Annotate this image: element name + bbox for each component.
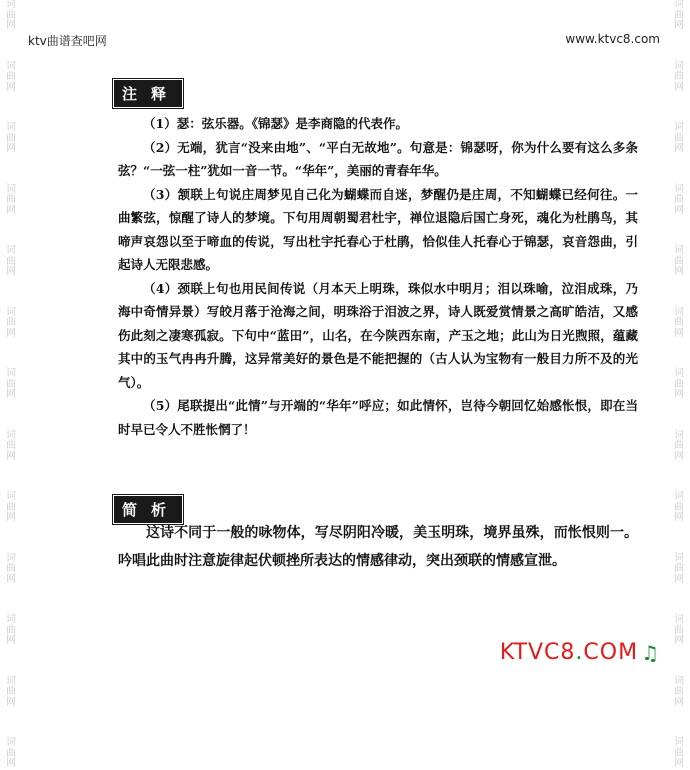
watermark-char: 曲 bbox=[674, 501, 684, 513]
watermark-group bbox=[674, 677, 684, 709]
watermark-char: 曲 bbox=[6, 194, 16, 205]
watermark-char: 曲 bbox=[6, 563, 16, 574]
watermark-group bbox=[6, 246, 16, 278]
watermark-char: 词 bbox=[674, 306, 684, 318]
watermark-group bbox=[6, 431, 16, 463]
watermark-char: 词 bbox=[6, 122, 16, 133]
watermark-group bbox=[674, 185, 684, 217]
watermark-char: 曲 bbox=[674, 132, 684, 144]
watermark-char: 曲 bbox=[674, 9, 684, 21]
watermark-char: 曲 bbox=[674, 194, 684, 205]
watermark-char: 网 bbox=[674, 450, 684, 462]
watermark-char: 网 bbox=[6, 81, 16, 93]
watermark-group bbox=[6, 738, 16, 770]
watermark-group bbox=[6, 123, 16, 155]
watermark-group bbox=[674, 308, 684, 340]
watermark-char: 曲 bbox=[6, 501, 16, 513]
watermark-char: 网 bbox=[674, 573, 684, 585]
watermark-char: 曲 bbox=[6, 9, 16, 21]
watermark-char: 曲 bbox=[6, 440, 16, 451]
watermark-char: 曲 bbox=[674, 71, 684, 82]
watermark-char: 曲 bbox=[674, 686, 684, 697]
watermark-char: 网 bbox=[674, 143, 684, 154]
analysis-body bbox=[118, 520, 638, 575]
watermark-char: 词 bbox=[6, 614, 16, 625]
watermark-char: 曲 bbox=[6, 317, 16, 328]
watermark-char: 曲 bbox=[674, 624, 684, 636]
watermark-char: 词 bbox=[674, 552, 684, 564]
note-paragraph: （2）无端，犹言“没来由地”、“平白无故地”。句意是：锦瑟呀，你为什么要有这么多条弦？“一弦一柱”犹如一音一节。“华年”，美丽的青春年华。 bbox=[118, 139, 638, 178]
watermark-group bbox=[674, 615, 684, 647]
watermark-char: 词 bbox=[674, 0, 684, 10]
watermark-char: 词 bbox=[6, 675, 16, 687]
watermark-char: 网 bbox=[674, 635, 684, 646]
watermark-char: 曲 bbox=[674, 378, 684, 390]
watermark-char: 网 bbox=[6, 512, 16, 523]
left-watermark-strip bbox=[1, 0, 21, 769]
watermark-char: 曲 bbox=[6, 378, 16, 390]
watermark-char: 网 bbox=[6, 696, 16, 708]
watermark-char: 曲 bbox=[6, 132, 16, 144]
note-paragraph: （1）瑟：弦乐器。《锦瑟》是李商隐的代表作。 bbox=[143, 116, 408, 131]
watermark-group bbox=[674, 369, 684, 401]
notes-body bbox=[118, 112, 638, 441]
site-url-label: www.ktvc8.com bbox=[565, 32, 660, 46]
logo-text-ktv: KTV bbox=[499, 640, 545, 665]
analysis-heading: 简析 bbox=[114, 496, 182, 523]
watermark-char: 网 bbox=[674, 696, 684, 708]
watermark-char: 网 bbox=[6, 389, 16, 400]
watermark-group bbox=[674, 431, 684, 463]
logo-text-com: COM bbox=[583, 640, 639, 665]
watermark-char: 词 bbox=[6, 245, 16, 256]
watermark-char: 网 bbox=[6, 266, 16, 277]
watermark-char: 词 bbox=[674, 491, 684, 502]
notes-heading: 注释 bbox=[114, 80, 182, 107]
watermark-group bbox=[6, 677, 16, 709]
watermark-char: 网 bbox=[6, 143, 16, 154]
watermark-char: 曲 bbox=[6, 624, 16, 636]
watermark-char: 词 bbox=[6, 429, 16, 441]
watermark-group bbox=[6, 185, 16, 217]
watermark-char: 词 bbox=[674, 614, 684, 625]
watermark-group bbox=[674, 492, 684, 524]
watermark-char: 曲 bbox=[674, 317, 684, 328]
watermark-char: 曲 bbox=[6, 686, 16, 697]
watermark-group bbox=[674, 62, 684, 94]
footer-logo bbox=[500, 640, 660, 665]
watermark-char: 词 bbox=[6, 183, 16, 195]
watermark-char: 网 bbox=[6, 450, 16, 462]
watermark-char: 词 bbox=[6, 737, 16, 748]
watermark-char: 网 bbox=[674, 758, 684, 769]
watermark-char: 网 bbox=[6, 573, 16, 585]
analysis-paragraph: 这诗不同于一般的咏物体，写尽阴阳冷暖，美玉明珠，境界虽殊，而怅恨则一。吟唱此曲时注意旋律起伏顿挫所表达的情感律动，突出颈联的情感宣泄。 bbox=[118, 525, 638, 569]
watermark-group bbox=[674, 554, 684, 586]
watermark-group bbox=[674, 123, 684, 155]
watermark-char: 网 bbox=[674, 327, 684, 339]
watermark-group bbox=[6, 492, 16, 524]
logo-text-c8: C8 bbox=[544, 640, 576, 665]
watermark-group bbox=[674, 246, 684, 278]
watermark-char: 曲 bbox=[674, 747, 684, 759]
watermark-group bbox=[6, 615, 16, 647]
watermark-char: 词 bbox=[674, 737, 684, 748]
watermark-char: 词 bbox=[674, 675, 684, 687]
watermark-char: 网 bbox=[674, 389, 684, 400]
watermark-char: 网 bbox=[674, 20, 684, 31]
watermark-char: 曲 bbox=[6, 71, 16, 82]
watermark-char: 网 bbox=[674, 204, 684, 216]
note-paragraph: （4）颈联上句也用民间传说（月本天上明珠，珠似水中明月；泪以珠喻，泣泪成珠，乃海中奇情异景）写皎月落于沧海之间，明珠浴于泪波之界，诗人既爱赏情景之高旷皓洁，又感伤此刻之凄寒孤寂。下句中“蓝田”，山名，在今陕西东南，产玉之地；此山为日光煦照，蕴藏其中的玉气冉冉升腾，这异常美好的景色是不能把握的（古人认为宝物有一般目力所不及的光气）。 bbox=[118, 280, 638, 390]
watermark-char: 词 bbox=[6, 60, 16, 72]
watermark-char: 网 bbox=[6, 20, 16, 31]
watermark-char: 词 bbox=[6, 491, 16, 502]
watermark-char: 词 bbox=[6, 552, 16, 564]
watermark-group bbox=[6, 0, 16, 32]
watermark-char: 词 bbox=[674, 122, 684, 133]
watermark-group bbox=[6, 308, 16, 340]
watermark-char: 词 bbox=[6, 306, 16, 318]
watermark-char: 词 bbox=[674, 245, 684, 256]
note-paragraph: （3）颔联上句说庄周梦见自己化为蝴蝶而自迷，梦醒仍是庄周，不知蝴蝶已经何往。一曲繁弦，惊醒了诗人的梦境。下句用周朝蜀君杜宇，禅位退隐后国亡身死，魂化为杜鹃鸟，其啼声哀怨以至于啼血的传说，写出杜宇托春心于杜鹃，恰似佳人托春心于锦瑟，哀音怨曲，引起诗人无限悲感。 bbox=[118, 186, 638, 272]
watermark-char: 曲 bbox=[6, 255, 16, 267]
watermark-char: 网 bbox=[674, 266, 684, 277]
note-paragraph: （5）尾联提出“此情”与开端的“华年”呼应；如此情怀，岂待今朝回忆始感怅恨，即在当时早已令人不胜怅惘了！ bbox=[118, 398, 638, 437]
watermark-group bbox=[674, 738, 684, 770]
site-brand-label: ktv曲谱查吧网 bbox=[28, 34, 107, 48]
watermark-char: 网 bbox=[6, 327, 16, 339]
watermark-group bbox=[6, 369, 16, 401]
watermark-group bbox=[674, 0, 684, 32]
watermark-char: 词 bbox=[674, 183, 684, 195]
watermark-char: 曲 bbox=[674, 563, 684, 574]
music-note-icon: ♫ bbox=[641, 640, 660, 665]
watermark-group bbox=[6, 554, 16, 586]
watermark-char: 网 bbox=[6, 204, 16, 216]
watermark-char: 词 bbox=[6, 0, 16, 10]
watermark-char: 词 bbox=[674, 368, 684, 379]
watermark-char: 词 bbox=[674, 60, 684, 72]
watermark-char: 曲 bbox=[674, 440, 684, 451]
right-watermark-strip bbox=[669, 0, 689, 769]
watermark-char: 网 bbox=[6, 758, 16, 769]
watermark-char: 网 bbox=[674, 81, 684, 93]
watermark-group bbox=[6, 62, 16, 94]
watermark-char: 词 bbox=[674, 429, 684, 441]
watermark-char: 词 bbox=[6, 368, 16, 379]
watermark-char: 曲 bbox=[674, 255, 684, 267]
logo-dot: . bbox=[575, 640, 584, 665]
watermark-char: 曲 bbox=[6, 747, 16, 759]
watermark-char: 网 bbox=[674, 512, 684, 523]
watermark-char: 网 bbox=[6, 635, 16, 646]
